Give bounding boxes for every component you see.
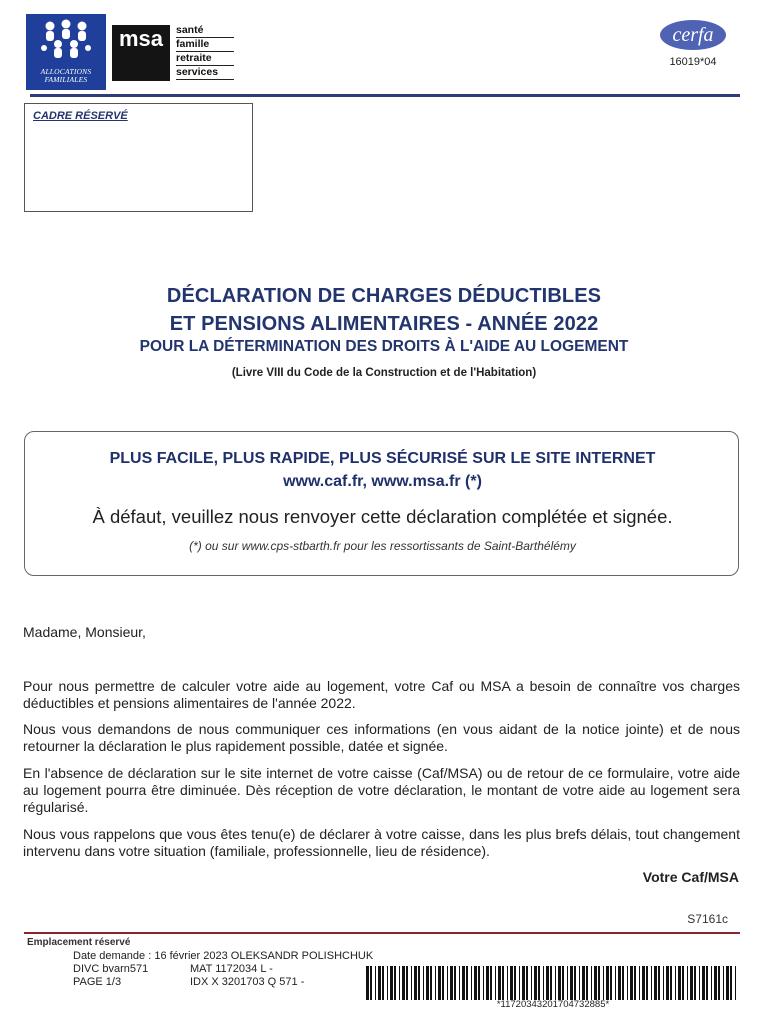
cerfa-number: 16019*04	[669, 56, 717, 68]
saint-barth-note: (*) ou sur www.cps-stbarth.fr pour les ressortissants de Saint-Barthélémy	[189, 539, 576, 553]
footer-divider	[24, 932, 740, 934]
msa-line-retraite: retraite	[176, 52, 234, 66]
idx-code: IDX X 3201703 Q 571 -	[190, 976, 305, 988]
document-title-line1: DÉCLARATION DE CHARGES DÉDUCTIBLES	[166, 285, 602, 307]
document-title-line2: ET PENSIONS ALIMENTAIRES - ANNÉE 2022	[169, 313, 599, 335]
return-instruction: À défaut, veuillez nous renvoyer cette déclaration complétée et signée.	[92, 506, 673, 527]
divc-code: DIVC bvarn571	[73, 963, 149, 975]
salutation: Madame, Monsieur,	[23, 624, 146, 640]
msa-logo	[112, 25, 170, 81]
barcode	[366, 966, 740, 1000]
form-code: S7161c	[687, 912, 728, 926]
caf-logo-text-1: ALLOCATIONS	[40, 67, 92, 76]
msa-tagline	[176, 24, 234, 80]
caf-logo-text-2: FAMILIALES	[44, 75, 88, 84]
page-number: PAGE 1/3	[73, 976, 122, 988]
family-figures-icon	[36, 18, 96, 66]
signature: Votre Caf/MSA	[642, 869, 739, 885]
website-links: www.caf.fr, www.msa.fr (*)	[283, 473, 482, 490]
online-headline: PLUS FACILE, PLUS RAPIDE, PLUS SÉCURISÉ SUR LE SITE INTERNET	[109, 450, 656, 467]
cerfa-logo: cerfa	[660, 20, 726, 50]
caf-logo	[26, 14, 106, 90]
barcode-number: *11720343201704732885*	[496, 999, 610, 1010]
document-subtitle: POUR LA DÉTERMINATION DES DROITS À L'AIDE AU LOGEMENT	[139, 338, 629, 355]
paragraph: Pour nous permettre de calculer votre aide au logement, votre Caf ou MSA a besoin de connaître vos charges déductibles et pensions alimentaires de l'année 2022.	[23, 678, 740, 711]
cadre-reserve-label: CADRE RÉSERVÉ	[33, 110, 128, 122]
msa-line-services: services	[176, 66, 234, 80]
request-date: Date demande : 16 février 2023 OLEKSANDR POLISHCHUK	[73, 950, 374, 962]
legal-reference: (Livre VIII du Code de la Construction et de l'Habitation)	[231, 367, 537, 379]
msa-line-famille: famille	[176, 38, 234, 52]
msa-line-sante: santé	[176, 24, 234, 38]
header-divider	[30, 94, 740, 97]
paragraph: Nous vous rappelons que vous êtes tenu(e) de déclarer à votre caisse, dans les plus brefs délais, tout changement intervenu dans votre situation (familiale, professionnelle, lieu de résidence).	[23, 826, 740, 859]
emplacement-label: Emplacement réservé	[27, 937, 131, 948]
paragraph: En l'absence de déclaration sur le site internet de votre caisse (Caf/MSA) ou de retour de ce formulaire, votre aide au logement pourra être diminuée. Dès réception de votre déclaration, le montant de votre aide au logement sera régularisé.	[23, 765, 740, 815]
paragraph: Nous vous demandons de nous communiquer ces informations (en vous aidant de la notice jointe) et de nous retourner la déclaration le plus rapidement possible, datée et signée.	[23, 721, 740, 754]
cadre-reserve-box	[24, 103, 253, 212]
mat-code: MAT 1172034 L -	[190, 963, 273, 975]
msa-logo-text: msa	[118, 26, 164, 51]
